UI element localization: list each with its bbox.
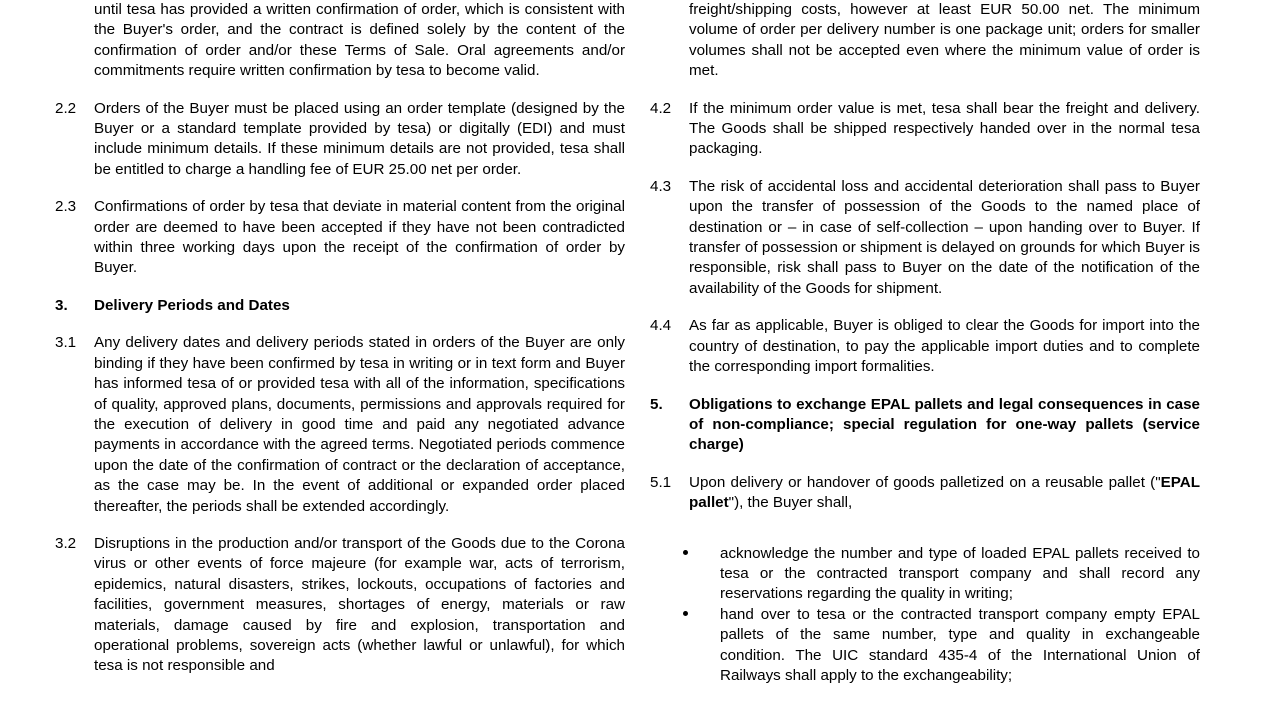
list-item [650, 544, 1200, 605]
left-text-column [55, 0, 625, 694]
clause-3-1 [55, 333, 625, 517]
clause-text-3-1: Any delivery dates and delivery periods stated in orders of the Buyer are only binding if they have been confirmed by tesa in writing or in text form and Buyer has informed tesa of or provided tesa with all of the information, specifications of quality, approved plans, documents, permissions and approvals required for the execution of delivery in good time and paid any negotiated advance payments in accordance with the agreed terms. Negotiated periods commence upon the date of the confirmation of contract or the declaration of acceptance, as the case may be. In the event of additional or expanded order placed thereafter, the periods shall be extended accordingly. [94, 334, 625, 515]
paragraph-runover-4-1 [650, 0, 1200, 82]
clause-text-5-1 [689, 473, 1200, 514]
clause-number-2-2: 2.2 [55, 99, 77, 117]
clause-2-2 [55, 99, 625, 181]
right-text-column [650, 0, 1200, 686]
clause-number-3-2: 3.2 [55, 534, 77, 552]
clause-4-2 [650, 99, 1200, 160]
clause-3-2 [55, 534, 625, 677]
list-spacer [650, 531, 1200, 544]
clause-5-1 [650, 473, 1200, 514]
clause-text: freight/shipping costs, however at least EUR 50.00 net. The minimum volume of order per delivery number is one package unit; orders for smaller volumes shall not be accepted even where the minimum value of order is met. [689, 1, 1200, 80]
section-heading-3 [55, 296, 625, 316]
clause-number-3-1: 3.1 [55, 334, 77, 352]
section-number-5: 5. [650, 395, 663, 413]
epal-pallet-term: EPAL pallet [689, 473, 1200, 512]
clause-5-1-text-after: "), the Buyer shall, [728, 494, 853, 512]
clause-text-2-3: Confirmations of order by tesa that deviate in material content from the original order are deemed to have been accepted if they have not been contradicted within three working days upon the receipt of the confirmation of order by Buyer. [94, 198, 625, 277]
clause-4-3 [650, 177, 1200, 299]
clause-number-2-3: 2.3 [55, 198, 77, 216]
clause-text: until tesa has provided a written confirmation of order, which is consistent with the Buyer's order, and the contract is defined solely by the content of the confirmation of order and/or these Terms of Sale. Oral agreements and/or commitments require written confirmation by tesa to become valid. [94, 1, 625, 80]
paragraph-runover-2-1 [55, 0, 625, 82]
obligations-bullet-list [650, 544, 1200, 687]
clause-4-4 [650, 316, 1200, 377]
bullet-point-icon [650, 605, 720, 625]
clause-number-5-1: 5.1 [650, 473, 672, 491]
clause-text-4-2: If the minimum order value is met, tesa shall bear the freight and delivery. The Goods shall be shipped respectively handed over in the normal tesa packaging. [689, 99, 1200, 158]
list-item [650, 605, 1200, 687]
section-number-3: 3. [55, 296, 68, 314]
clause-text-4-4: As far as applicable, Buyer is obliged to clear the Goods for import into the country of destination, to pay the applicable import duties and to complete the corresponding import formalities. [689, 317, 1200, 376]
clause-number-4-3: 4.3 [650, 177, 672, 195]
clause-2-3 [55, 197, 625, 279]
clause-text-2-2: Orders of the Buyer must be placed using an order template (designed by the Buyer or a standard template provided by tesa) or digitally (EDI) and must include minimum details. If these minimum details are not provided, tesa shall be entitled to charge a handling fee of EUR 25.00 net per order. [94, 99, 625, 178]
clause-number-4-4: 4.4 [650, 317, 672, 335]
clause-5-1-text-before: Upon delivery or handover of goods palletized on a reusable pallet (" [689, 473, 1161, 491]
bullet-point-icon [650, 544, 720, 564]
section-heading-5 [650, 395, 1200, 456]
section-title-5: Obligations to exchange EPAL pallets and legal consequences in case of non-compliance; special regulation for one-way pallets (service charge) [689, 395, 1200, 454]
clause-text-4-3: The risk of accidental loss and accidental deterioration shall pass to Buyer upon the transfer of possession of the Goods to the named place of destination or – in case of self-collection – upon handing over to Buyer. If transfer of possession or shipment is delayed on grounds for which Buyer is responsible, risk shall pass to Buyer on the date of the notification of the availability of the Goods for shipment. [689, 177, 1200, 297]
list-item-text: acknowledge the number and type of loaded EPAL pallets received to tesa or the contracted transport company and shall record any reservations regarding the quality in writing; [720, 544, 1200, 603]
clause-text-3-2: Disruptions in the production and/or transport of the Goods due to the Corona virus or other events of force majeure (for example war, acts of terrorism, epidemics, natural disasters, strikes, lockouts, occupations of factories and facilities, government measures, shortages of energy, materials or raw materials, damage caused by fire and explosion, transportation and operational problems, sovereign acts (whether lawful or unlawful), for which tesa is not responsible and [94, 534, 625, 675]
clause-number-4-2: 4.2 [650, 99, 672, 117]
section-title-3: Delivery Periods and Dates [94, 296, 290, 314]
list-item-text: hand over to tesa or the contracted transport company empty EPAL pallets of the same number, type and quality in exchangeable condition. The UIC standard 435-4 of the International Union of Railways shall apply to the exchangeability; [720, 605, 1200, 684]
